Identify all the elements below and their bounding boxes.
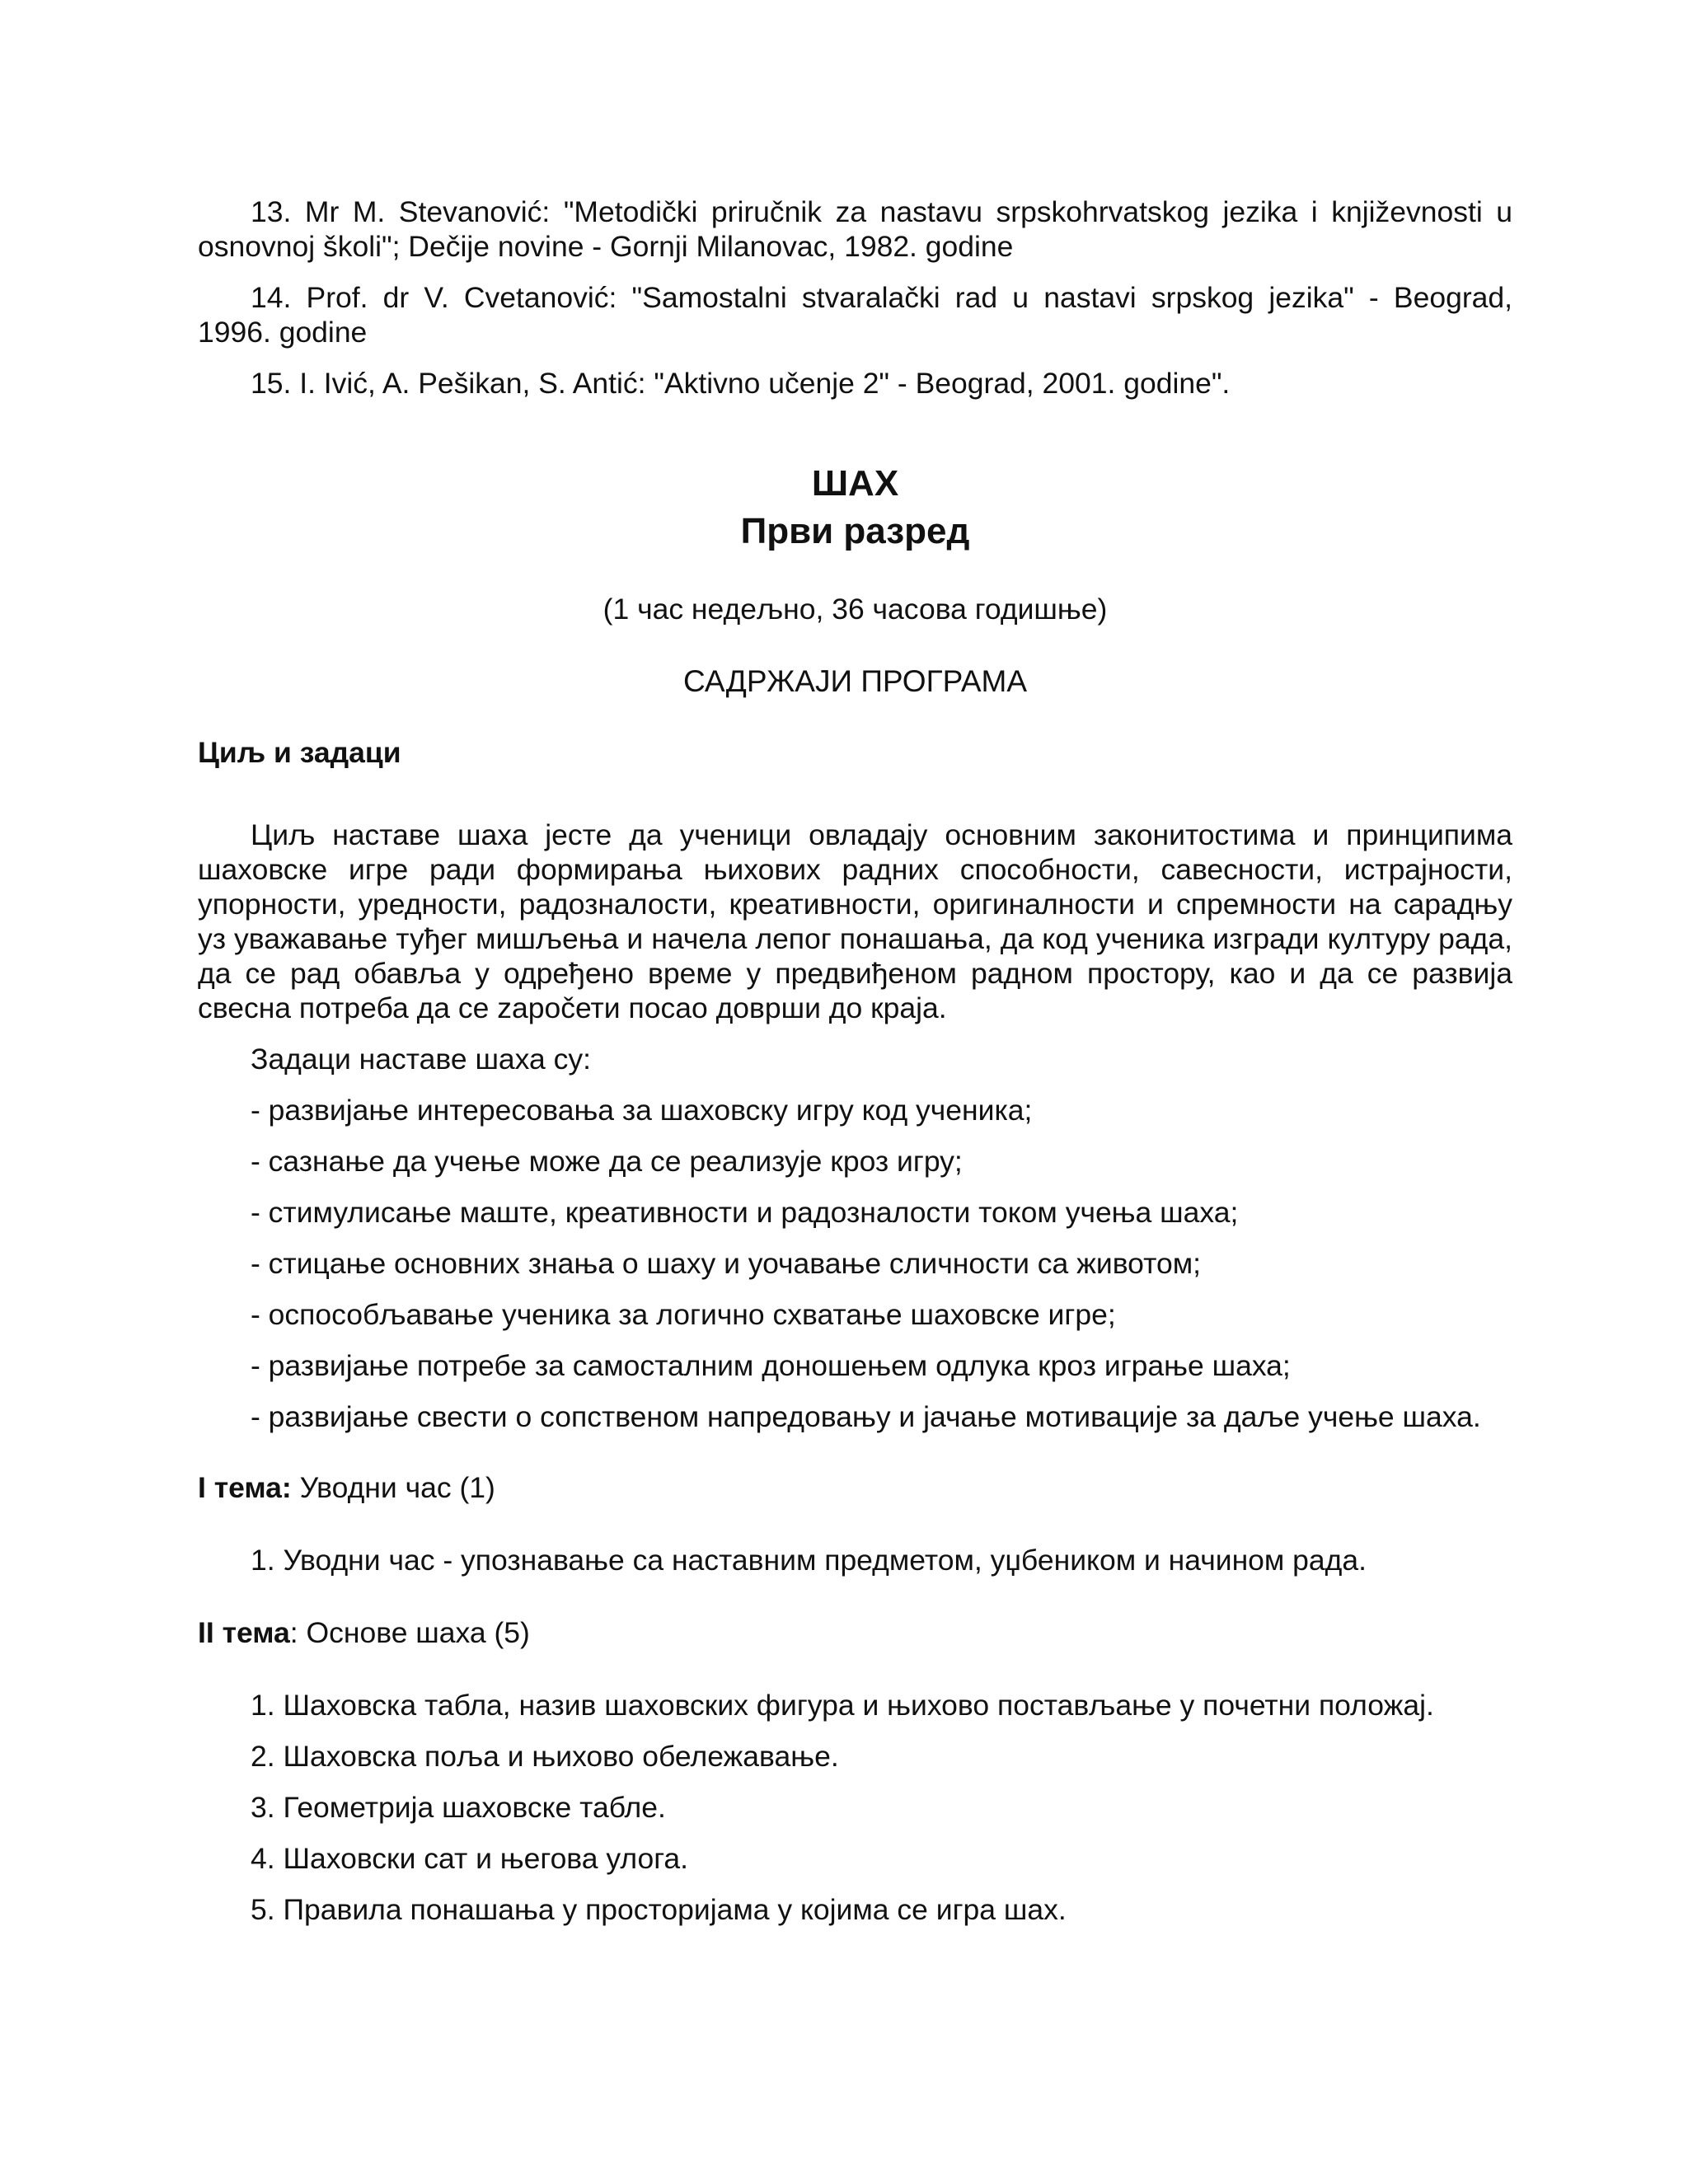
theme-label: I тема: bbox=[198, 1471, 292, 1504]
hours-note: (1 час недељно, 36 часова годишње) bbox=[603, 593, 1108, 626]
reference-line: 1996. godine bbox=[198, 316, 368, 349]
task-item: - сазнање да учење може да се реализује кроз игру; bbox=[251, 1145, 963, 1178]
task-item: - стимулисање маште, креативности и радозналости током учења шаха; bbox=[251, 1196, 1239, 1229]
theme-item: 2. Шаховска поља и њихово обележавање. bbox=[251, 1740, 839, 1773]
reference-item bbox=[198, 194, 1512, 264]
theme-title: : Основе шаха (5) bbox=[289, 1616, 530, 1649]
theme-item: 5. Правила понашања у просторијама у којима се игра шах. bbox=[251, 1893, 1067, 1926]
task-item: - оспособљавање ученика за логично схватање шаховске игре; bbox=[251, 1298, 1116, 1331]
reference-line: 15. I. Ivić, A. Pešikan, S. Antić: "Aktivno učenje 2" - Beograd, 2001. godine". bbox=[251, 367, 1231, 400]
theme-item: 4. Шаховски сат и његова улога. bbox=[251, 1842, 688, 1875]
goal-paragraph: Циљ наставе шаха јесте да ученици овладају основним законитостима и принципима шаховске игре ради формирања њихових радних способности, савесности, истрајности, упорности, уредности, радозналости, креативности, оригиналности и спремности на сарадњу уз уважавање туђег мишљења и начела лепог понашања, да код ученика изгради културу рада, да се рад обавља у одређено време у предвиђеном радном простору, као и да се развија свесна потреба да се započети посао доврши до краја. bbox=[198, 818, 1512, 1024]
goals-heading: Циљ и задаци bbox=[198, 736, 401, 769]
reference-item bbox=[198, 366, 1512, 401]
task-item: - развијање свести о сопственом напредовању и јачање мотивације за даље учење шаха. bbox=[251, 1400, 1481, 1433]
reference-line: 14. Prof. dr V. Cvetanović: "Samostalni stvaralački rad u nastavi srpskog jezika" - Beograd, bbox=[251, 281, 1512, 314]
theme-title: Уводни час (1) bbox=[291, 1471, 495, 1504]
page-title: ШАХ bbox=[811, 463, 899, 504]
reference-line: 13. Mr M. Stevanović: "Metodički priručnik za nastavu srpskohrvatskog jezika i književnosti u bbox=[251, 195, 1512, 228]
theme-item: 1. Шаховска табла, назив шаховских фигура и њихово постављање у почетни положај. bbox=[251, 1689, 1434, 1722]
theme-heading bbox=[198, 1615, 1512, 1650]
document-page bbox=[198, 194, 1512, 1927]
page-subtitle: Први разред bbox=[740, 511, 970, 551]
theme-item: 1. Уводни час - упознавање са наставним предметом, уџбеником и начином рада. bbox=[251, 1544, 1367, 1577]
task-item: - развијање интересовања за шаховску игру код ученика; bbox=[251, 1094, 1033, 1127]
theme-label: II тема bbox=[198, 1616, 290, 1649]
reference-item bbox=[198, 280, 1512, 349]
reference-line: osnovnoj školi"; Dečije novine - Gornji Milanovac, 1982. godine bbox=[198, 230, 1014, 263]
theme-item: 3. Геометрија шаховске табле. bbox=[251, 1791, 666, 1824]
title-block bbox=[198, 460, 1512, 555]
task-item: - стицање основних знања о шаху и уочавање сличности са животом; bbox=[251, 1247, 1202, 1280]
theme-heading bbox=[198, 1470, 1512, 1505]
tasks-intro: Задаци наставе шаха су: bbox=[251, 1043, 591, 1076]
task-item: - развијање потребе за самосталним доношењем одлука кроз играње шаха; bbox=[251, 1349, 1291, 1382]
program-heading: САДРЖАЈИ ПРОГРАМА bbox=[682, 664, 1027, 698]
tasks-list bbox=[198, 1093, 1512, 1434]
